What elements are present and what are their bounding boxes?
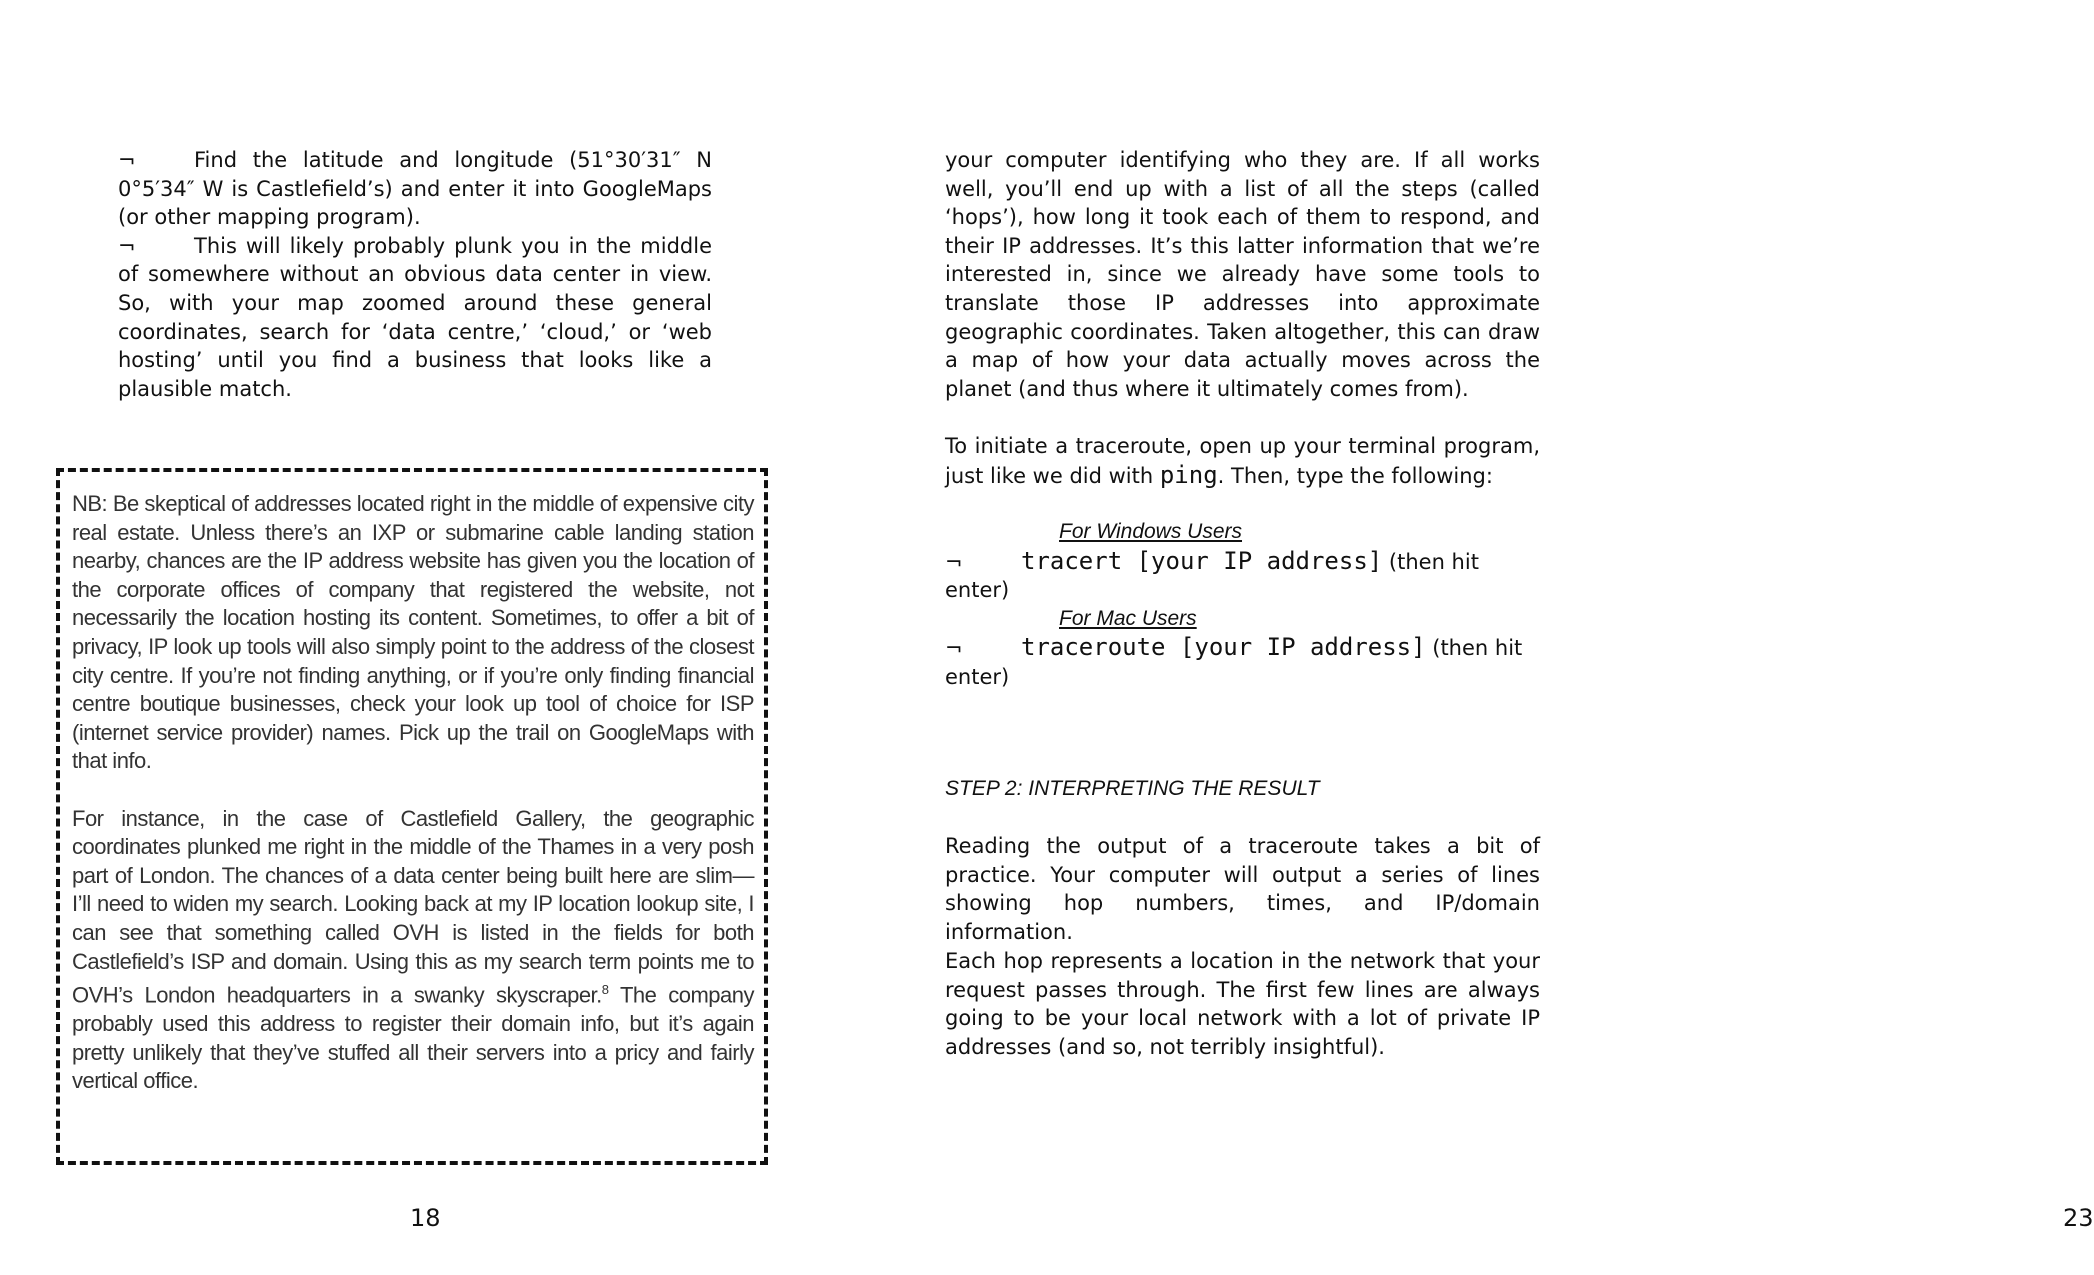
page-number-right: 23	[2063, 1204, 2094, 1232]
nb-paragraph-1: NB: Be skeptical of addresses located right in the middle of expensive city real estate. Unless there’s an IXP or submarine cable landing station nearby, chances are the IP address website has given you the location of the corporate offices of company that registered the website, not necessarily the location hosting its content. Sometimes, to offer a bit of privacy, IP look up tools will also simply point to the address of the closest city centre. If you’re not finding anything, or if you’re only finding financial centre boutique businesses, check your look up tool of choice for ISP (internet service provider) names. Pick up the trail on GoogleMaps with that info.	[72, 491, 754, 774]
footnote-marker[interactable]: 8	[601, 982, 609, 998]
mac-command: traceroute [your IP address]	[1021, 633, 1426, 662]
left-page	[0, 0, 825, 1275]
nb-paragraph-2-end: The company probably used this address to register their domain info, but it’s again pretty unlikely that they’ve stuffed all their servers into a pricy and fairly vertical office.	[72, 982, 754, 1094]
ping-code: ping	[1159, 460, 1218, 489]
bullet-mark: ¬	[945, 636, 963, 661]
nb-callout-text	[72, 490, 754, 1096]
bullet-item	[118, 146, 712, 232]
command-list	[945, 518, 1540, 692]
windows-suffix: (then hit enter)	[945, 549, 1479, 603]
mac-suffix: (then hit enter)	[945, 636, 1523, 689]
paragraph-hops: your computer identifying who they are. If all works well, you’ll end up with a list of all the steps (called ‘hops’), how long it took each of them to respond, and their IP addresses. It’s this latter information that we’re interested in, since we already have some tools to translate those IP addresses into approximate geographic coordinates. Taken altogether, this can draw a map of how your data actually moves across the planet (and thus where it ultimately comes from).	[945, 148, 1540, 401]
paragraph-initiate-end: . Then, type the following:	[1217, 463, 1493, 488]
bullet-text-2: This will likely probably plunk you in the middle of somewhere without an obvious data center in view. So, with your map zoomed around these general coordinates, search for ‘data centre,’ ‘cloud,’ or ‘web hosting’ until you find a business that looks like a plausible match.	[118, 233, 712, 401]
bullet-mark: ¬	[118, 233, 136, 258]
windows-heading: For Windows Users	[1059, 520, 1243, 543]
mac-heading: For Mac Users	[1059, 606, 1197, 630]
bullet-mark: ¬	[945, 549, 963, 574]
bullet-text-1: Find the latitude and longitude (51°30′31″ N 0°5′34″ W is Castlefield’s) and enter it into GoogleMaps (or other mapping program).	[118, 148, 712, 230]
bullet-item	[118, 232, 712, 404]
paragraph-hop-explanation: Each hop represents a location in the network that your request passes through. The first few lines are always going to be your local network with a lot of private IP addresses (and so, not terribly insightful).	[945, 949, 1540, 1059]
nb-paragraph-2-start: For instance, in the case of Castlefield Gallery, the geographic coordinates plunked me right in the middle of the Thames in a very posh part of London. The chances of a data center being built here are slim—I’ll need to widen my search. Looking back at my IP location lookup site, I can see that something called OVH is listed in the fields for both Castlefield’s ISP and domain. Using this as my search term points me to OVH’s London headquarters in a swanky skyscraper.	[72, 805, 754, 1008]
paragraph-initiate-start: To initiate a traceroute, open up your terminal program, just like we did with	[945, 434, 1540, 488]
paragraph-reading-output: Reading the output of a traceroute takes a bit of practice. Your computer will output a series of lines showing hop numbers, times, and IP/domain information.	[945, 834, 1540, 944]
windows-command-line	[945, 547, 1540, 605]
right-page	[825, 0, 2094, 1275]
nb-paragraph-2	[72, 805, 754, 1096]
bullet-mark: ¬	[118, 148, 136, 172]
mac-command-line	[945, 633, 1540, 691]
bullet-list	[118, 146, 712, 403]
page-number-left: 18	[410, 1204, 441, 1232]
paragraph-initiate	[945, 432, 1540, 490]
step-heading: STEP 2: INTERPRETING THE RESULT	[945, 777, 1320, 800]
windows-command: tracert [your IP address]	[1021, 546, 1383, 575]
